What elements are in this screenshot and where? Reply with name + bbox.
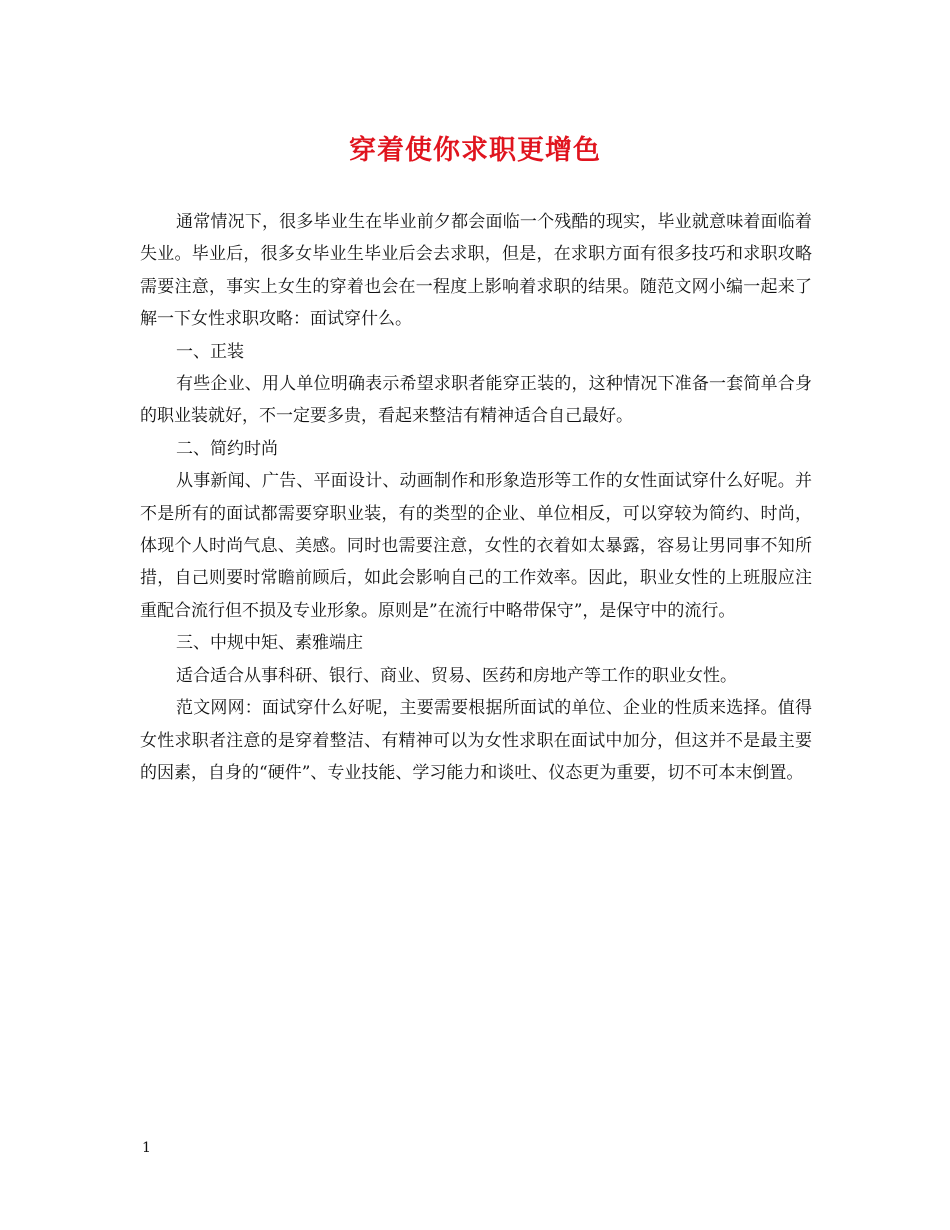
page-number: 1 [142,1140,151,1156]
section-heading-simple-fashion: 二、简约时尚 [176,438,278,459]
paragraph-intro: 通常情况下，很多毕业生在毕业前夕都会面临一个残酷的现实，毕业就意味着面临着失业。毕业后，很多女毕业生毕业后会去求职，但是，在求职方面有很多技巧和求职攻略需要注意，事实上女生的穿着也会在一程度上影响着求职的结果。随范文网小编一起来了解一下女性求职攻略：面试穿什么。 [140,212,812,330]
paragraph-formal: 有些企业、用人单位明确表示希望求职者能穿正装的，这种情况下准备一套简单合身的职业装就好，不一定要多贵，看起来整洁有精神适合自己最好。 [140,374,812,427]
paragraph-simple-fashion: 从事新闻、广告、平面设计、动画制作和形象造形等工作的女性面试穿什么好呢。并不是所有的面试都需要穿职业装，有的类型的企业、单位相反，可以穿较为简约、时尚，体现个人时尚气息、美感。同时也需要注意，女性的衣着如太暴露，容易让男同事不知所措，自己则要时常瞻前顾后，如此会影响自己的工作效率。因此，职业女性的上班服应注重配合流行但不损及专业形象。原则是”在流行中略带保守”，是保守中的流行。 [140,471,812,621]
section-heading-formal: 一、正装 [176,341,244,362]
paragraph-elegant: 适合适合从事科研、银行、商业、贸易、医药和房地产等工作的职业女性。 [176,665,737,686]
paragraph-conclusion: 范文网网：面试穿什么好呢，主要需要根据所面试的单位、企业的性质来选择。值得女性求职者注意的是穿着整洁、有精神可以为女性求职在面试中加分，但这并不是最主要的因素，自身的“硬件”、专业技能、学习能力和谈吐、仪态更为重要，切不可本末倒置。 [140,698,812,783]
document-title: 穿着使你求职更增色 [349,135,601,166]
document-body [140,206,812,789]
section-heading-elegant: 三、中规中矩、素雅端庄 [176,633,363,654]
